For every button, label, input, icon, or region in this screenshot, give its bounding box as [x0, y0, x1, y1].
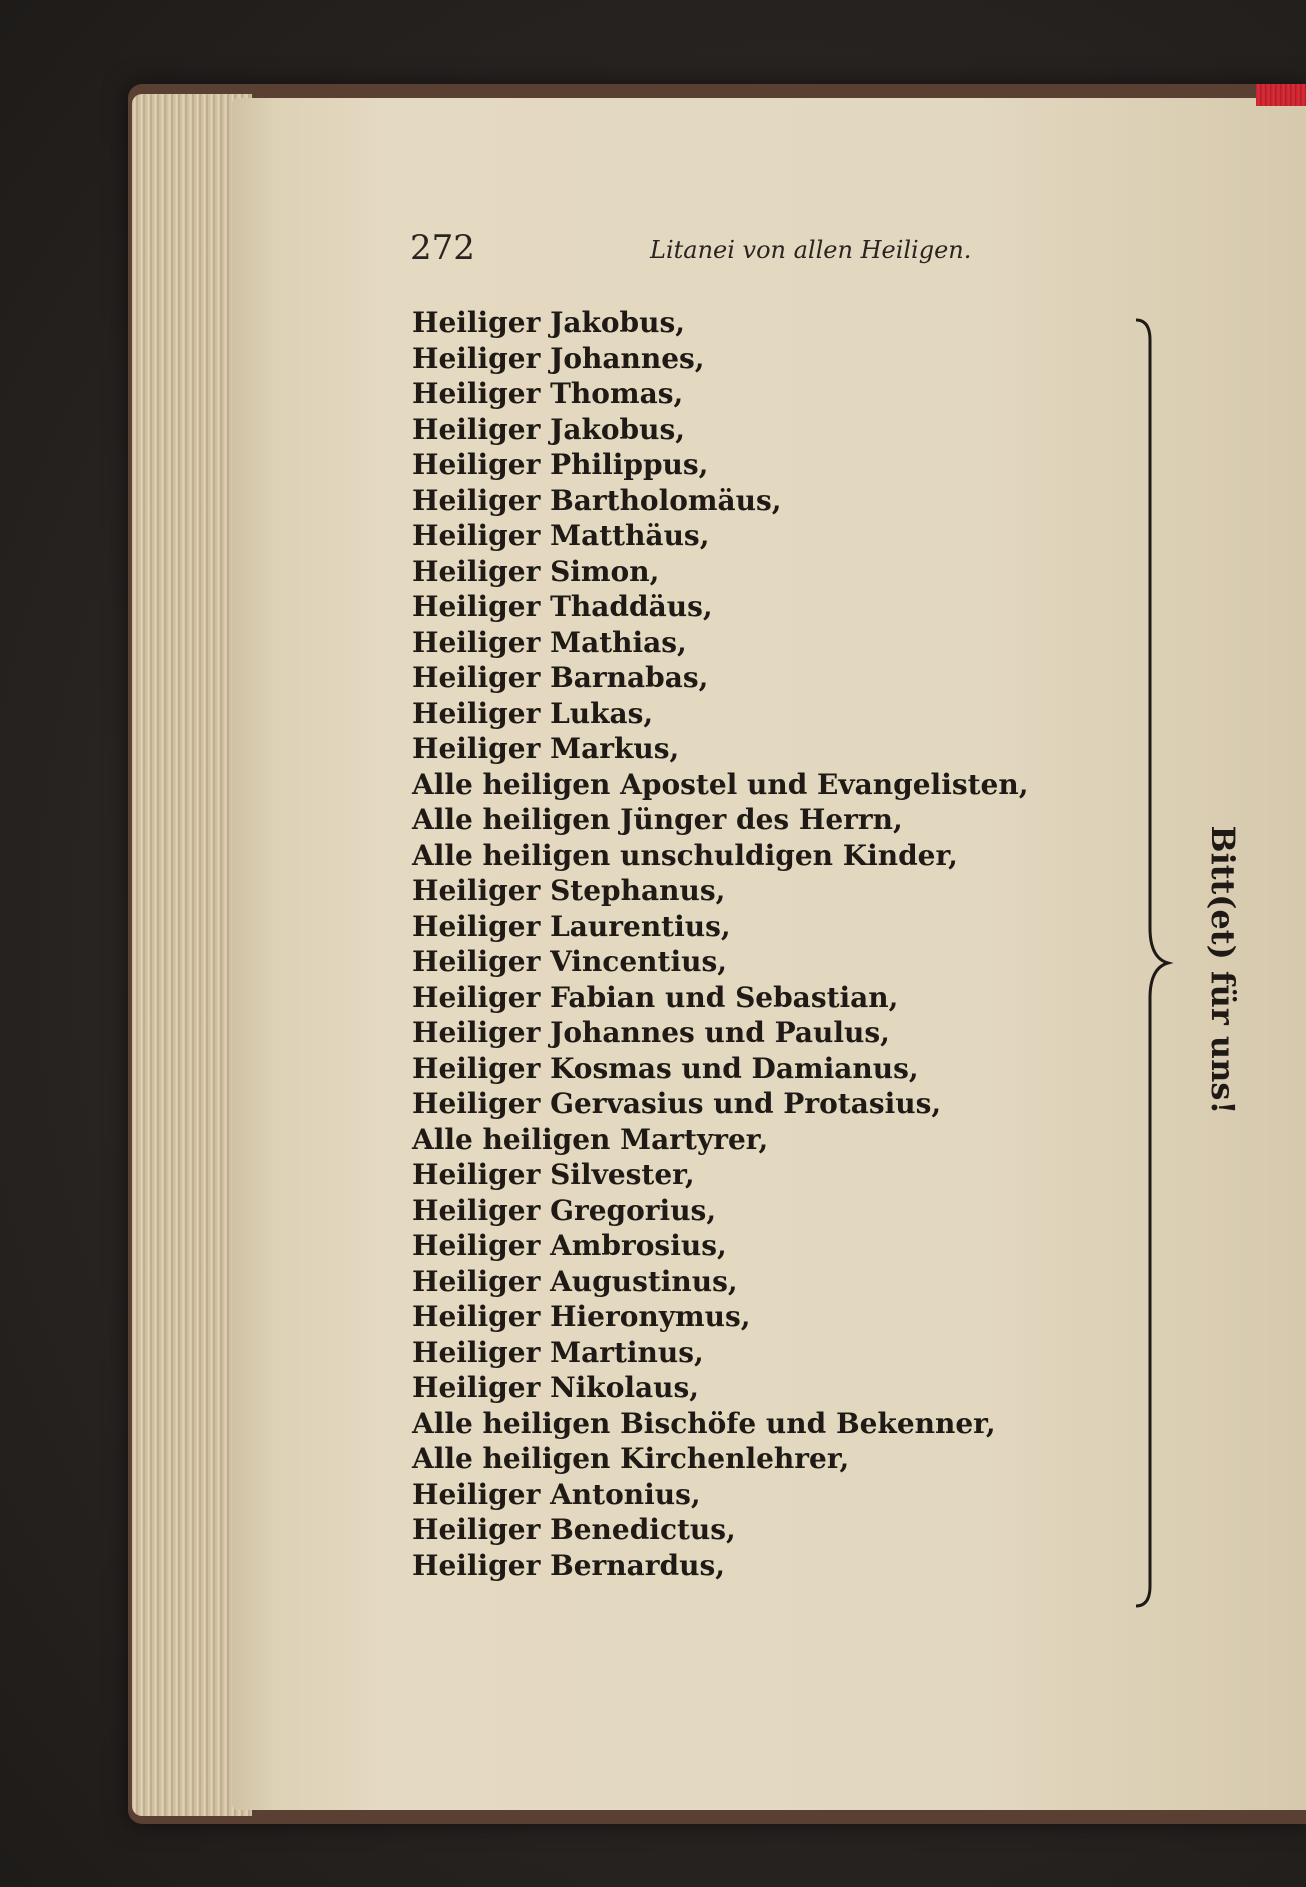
litany-line: Heiliger Philippus, [412, 448, 709, 481]
litany-line: Heiliger Bernardus, [412, 1548, 726, 1582]
litany-line: Heiliger Stephanus, [412, 874, 726, 907]
litany-line: Heiliger Nikolaus, [412, 1371, 700, 1404]
litany-line: Heiliger Antonius, [412, 1477, 701, 1511]
litany-line: Heiliger Laurentius, [412, 909, 731, 943]
litany-list [412, 305, 1132, 1583]
litany-line: Heiliger Simon, [412, 554, 660, 588]
litany-line: Heiliger Gervasius und Protasius, [412, 1087, 942, 1120]
response-label [1198, 820, 1248, 1120]
litany-line: Heiliger Hieronymus, [412, 1300, 751, 1333]
litany-line: Heiliger Markus, [412, 732, 680, 765]
response-text: Bitt(et) für uns! [1204, 825, 1242, 1115]
curly-brace [1134, 318, 1174, 1608]
page-header [410, 228, 1010, 288]
litany-line: Heiliger Vincentius, [412, 945, 727, 978]
litany-line: Heiliger Johannes, [412, 341, 705, 375]
litany-line: Heiliger Gregorius, [412, 1193, 717, 1227]
litany-line: Alle heiligen Martyrer, [412, 1122, 769, 1156]
running-title: Litanei von allen Heiligen. [650, 236, 972, 264]
litany-line: Heiliger Martinus, [412, 1335, 704, 1369]
litany-line: Heiliger Augustinus, [412, 1264, 738, 1298]
page-number: 272 [410, 228, 475, 268]
litany-line: Alle heiligen Bischöfe und Bekenner, [412, 1406, 996, 1440]
litany-line: Heiliger Thomas, [412, 377, 684, 410]
litany-line: Heiliger Kosmas und Damianus, [412, 1051, 919, 1085]
litany-line: Heiliger Bartholomäus, [412, 483, 782, 517]
litany-line: Heiliger Matthäus, [412, 519, 710, 552]
litany-line: Heiliger Benedictus, [412, 1513, 736, 1546]
litany-line: Heiliger Fabian und Sebastian, [412, 980, 899, 1014]
litany-line: Alle heiligen Apostel und Evangelisten, [412, 767, 1029, 801]
litany-line: Heiliger Jakobus, [412, 306, 685, 339]
litany-line: Alle heiligen Jünger des Herrn, [412, 803, 903, 836]
litany-line: Heiliger Johannes und Paulus, [412, 1016, 890, 1049]
litany-line: Alle heiligen unschuldigen Kinder, [412, 838, 958, 872]
litany-line: Heiliger Silvester, [412, 1158, 695, 1191]
litany-line: Alle heiligen Kirchenlehrer, [412, 1442, 850, 1475]
litany-line: Heiliger Jakobus, [412, 412, 685, 446]
litany-line: Heiliger Mathias, [412, 625, 687, 659]
litany-line: Heiliger Ambrosius, [412, 1229, 727, 1262]
litany-line: Heiliger Thaddäus, [412, 590, 713, 623]
litany-line: Heiliger Lukas, [412, 696, 654, 730]
litany-line: Heiliger Barnabas, [412, 661, 709, 694]
bookmark-ribbon [1256, 84, 1306, 106]
